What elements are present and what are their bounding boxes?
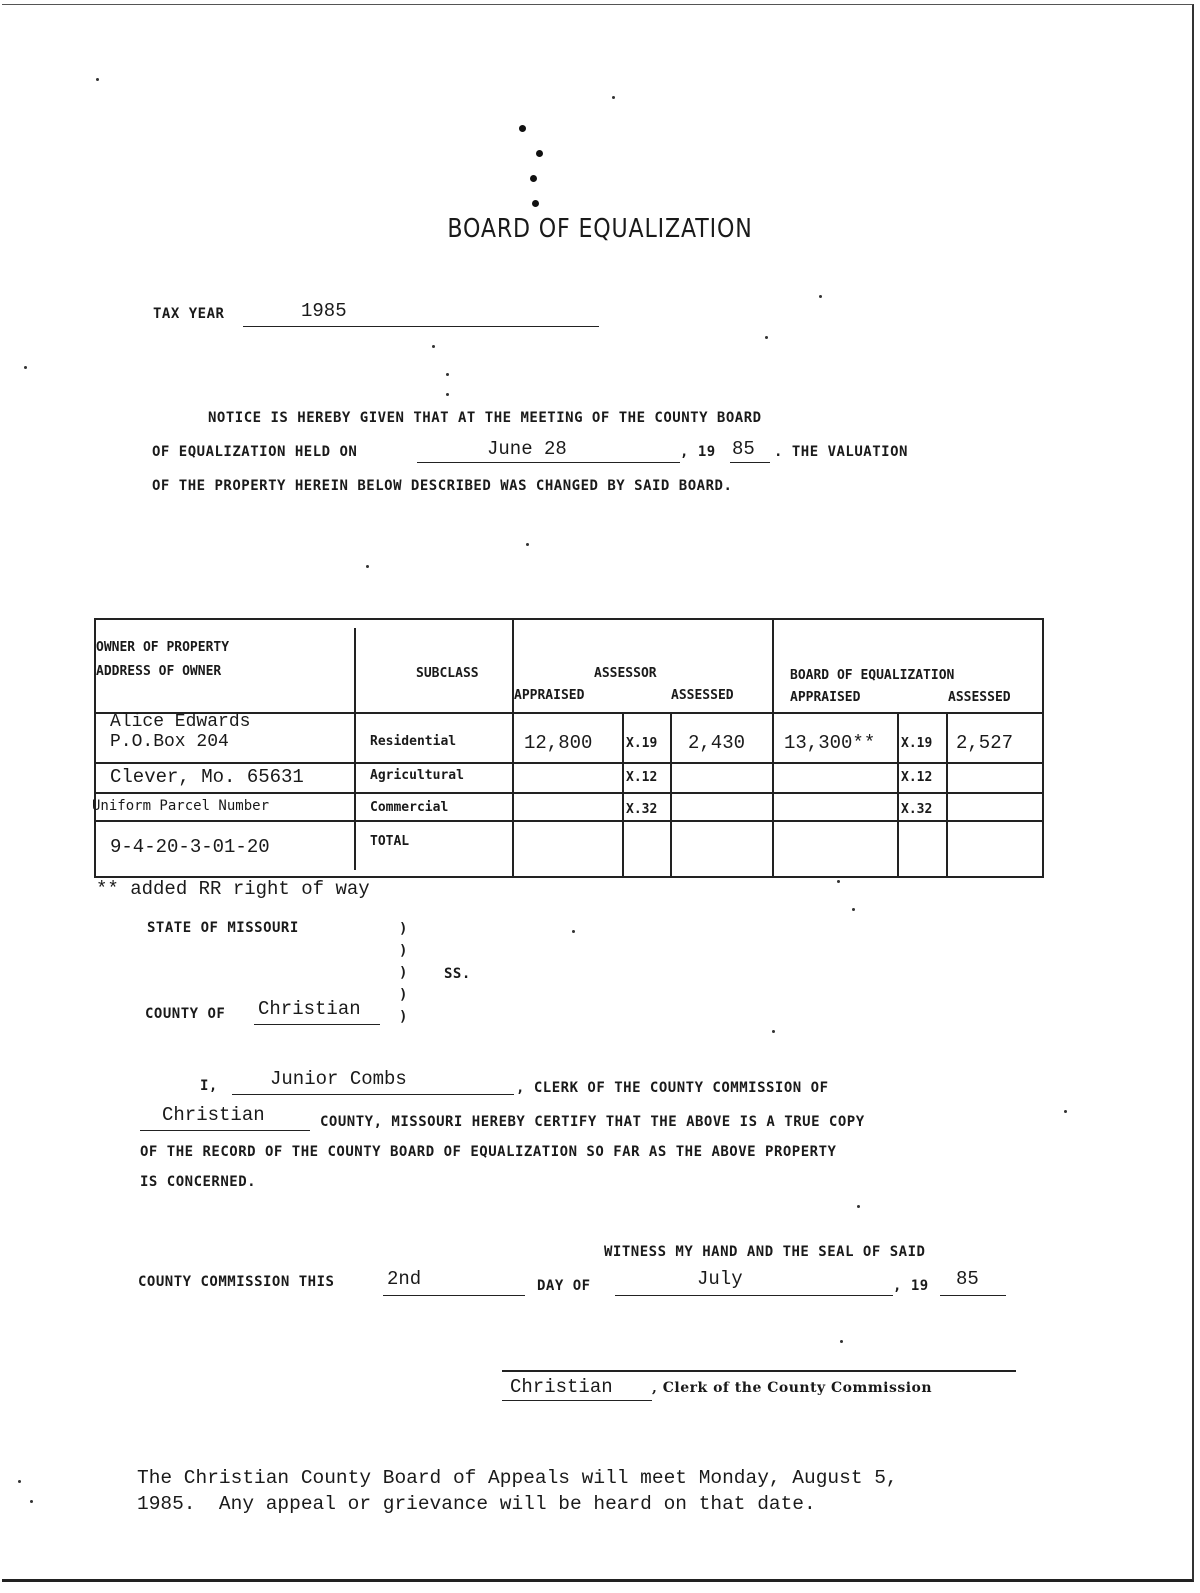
venue-county-label: COUNTY OF	[145, 1006, 226, 1022]
speck	[530, 175, 537, 182]
speck	[572, 930, 575, 933]
assessor-assessed-residential: 2,430	[688, 732, 746, 754]
table-rule	[96, 792, 1042, 794]
table-rule	[670, 712, 672, 876]
speck	[519, 125, 526, 132]
tax-year-value: 1985	[301, 300, 347, 322]
parcel-number: 9-4-20-3-01-20	[110, 836, 270, 858]
cert-county-value: Christian	[162, 1104, 265, 1126]
witness-day-value: 2nd	[387, 1268, 422, 1290]
speck	[366, 565, 369, 568]
subclass-agricultural: Agricultural	[370, 768, 464, 783]
speck	[18, 1480, 21, 1483]
speck	[612, 96, 615, 99]
board-rate-agricultural: X.12	[901, 770, 933, 785]
witness-year-field	[940, 1268, 1006, 1296]
witness-commission-this: COUNTY COMMISSION THIS	[138, 1274, 335, 1290]
board-rate-commercial: X.32	[901, 802, 933, 817]
witness-year-prefix: , 19	[893, 1278, 929, 1294]
subclass-total: TOTAL	[370, 834, 410, 849]
subclass-commercial: Commercial	[370, 800, 449, 815]
table-rule	[897, 712, 899, 876]
owner-name: Alice Edwards	[110, 712, 251, 732]
footnote: ** added RR right of way	[96, 878, 370, 900]
speck	[765, 336, 768, 339]
owner-header-1: OWNER OF PROPERTY	[96, 640, 230, 655]
table-rule	[772, 620, 774, 876]
witness-month-value: July	[697, 1268, 743, 1290]
clerk-name-value: Junior Combs	[270, 1068, 407, 1090]
signature-county-field	[502, 1376, 652, 1401]
table-rule	[96, 762, 1042, 764]
speck	[526, 543, 529, 546]
assessor-rate-residential: X.19	[626, 736, 658, 751]
assessor-appraised-residential: 12,800	[524, 732, 593, 754]
speck	[819, 295, 822, 298]
speck	[446, 393, 449, 396]
speck	[432, 345, 435, 348]
venue-county-field	[254, 998, 380, 1025]
speck	[852, 908, 855, 911]
speck	[532, 200, 539, 207]
board-assessed-header: ASSESSED	[948, 690, 1011, 705]
speck	[840, 1340, 843, 1343]
board-rate-residential: X.19	[901, 736, 933, 751]
speck	[1064, 1110, 1067, 1113]
board-appraised-residential: 13,300**	[784, 732, 876, 754]
table-rule	[946, 712, 948, 876]
venue-county-value: Christian	[258, 998, 361, 1020]
notice-line-3: OF THE PROPERTY HEREIN BELOW DESCRIBED WAS CHANGED BY SAID BOARD.	[152, 478, 733, 494]
venue-state: STATE OF MISSOURI	[147, 920, 299, 936]
subclass-residential: Residential	[370, 734, 457, 749]
speck	[446, 373, 449, 376]
speck	[772, 1030, 775, 1033]
page-title: BOARD OF EQUALIZATION	[447, 214, 753, 244]
cert-county-field	[140, 1104, 310, 1131]
notice-line-1: NOTICE IS HEREBY GIVEN THAT AT THE MEETING OF THE COUNTY BOARD	[208, 410, 762, 426]
speck	[96, 78, 99, 81]
owner-city: Clever, Mo. 65631	[110, 766, 304, 788]
assessor-rate-agricultural: X.12	[626, 770, 658, 785]
speck	[857, 1205, 860, 1208]
meeting-date-value: June 28	[487, 438, 567, 460]
table-rule	[622, 712, 624, 876]
signature-title: , Clerk of the County Commission	[652, 1380, 933, 1396]
board-header: BOARD OF EQUALIZATION	[790, 668, 955, 683]
witness-month-field	[615, 1268, 893, 1296]
table-rule	[96, 820, 1042, 822]
notice-year-prefix: , 19	[680, 444, 716, 460]
cert-line-2: COUNTY, MISSOURI HEREBY CERTIFY THAT THE ABOVE IS A TRUE COPY	[320, 1114, 865, 1130]
speck	[536, 150, 543, 157]
assessor-header: ASSESSOR	[594, 666, 657, 681]
clerk-name-field	[232, 1068, 514, 1095]
assessor-rate-commercial: X.32	[626, 802, 658, 817]
venue-brackets: ) ) ) ) )	[399, 921, 408, 1025]
speck	[30, 1500, 33, 1503]
valuation-table	[94, 618, 1044, 878]
assessor-assessed-header: ASSESSED	[671, 688, 734, 703]
speck	[837, 880, 840, 883]
cert-clerk-suffix: , CLERK OF THE COUNTY COMMISSION OF	[516, 1080, 829, 1096]
notice-line-2-suffix: . THE VALUATION	[774, 444, 908, 460]
witness-year-value: 85	[956, 1268, 979, 1290]
tax-year-label: TAX YEAR	[153, 306, 225, 322]
assessor-appraised-header: APPRAISED	[514, 688, 585, 703]
speck	[24, 366, 27, 369]
appeals-note: The Christian County Board of Appeals will meet Monday, August 5, 1985. Any appeal or grievance will be heard on that date.	[137, 1467, 898, 1515]
witness-line-1: WITNESS MY HAND AND THE SEAL OF SAID	[604, 1244, 926, 1260]
venue-ss: SS.	[444, 966, 471, 982]
table-rule	[354, 628, 356, 870]
owner-header-2: ADDRESS OF OWNER	[96, 664, 222, 679]
notice-year-field	[730, 438, 770, 463]
signature-county-value: Christian	[510, 1376, 613, 1398]
parcel-label: Uniform Parcel Number	[92, 798, 270, 814]
tax-year-field	[243, 300, 599, 327]
notice-line-2-prefix: OF EQUALIZATION HELD ON	[152, 444, 358, 460]
subclass-header: SUBCLASS	[416, 666, 479, 681]
board-appraised-header: APPRAISED	[790, 690, 861, 705]
board-assessed-residential: 2,527	[956, 732, 1014, 754]
notice-year-value: 85	[732, 438, 755, 460]
meeting-date-field	[417, 438, 680, 463]
cert-i-label: I,	[200, 1078, 218, 1094]
table-rule	[512, 620, 514, 876]
witness-day-of: DAY OF	[537, 1278, 591, 1294]
cert-line-4: IS CONCERNED.	[140, 1174, 257, 1190]
owner-box: P.O.Box 204	[110, 732, 229, 752]
witness-day-field	[383, 1268, 525, 1296]
cert-line-3: OF THE RECORD OF THE COUNTY BOARD OF EQUALIZATION SO FAR AS THE ABOVE PROPERTY	[140, 1144, 837, 1160]
signature-line	[502, 1370, 1016, 1372]
